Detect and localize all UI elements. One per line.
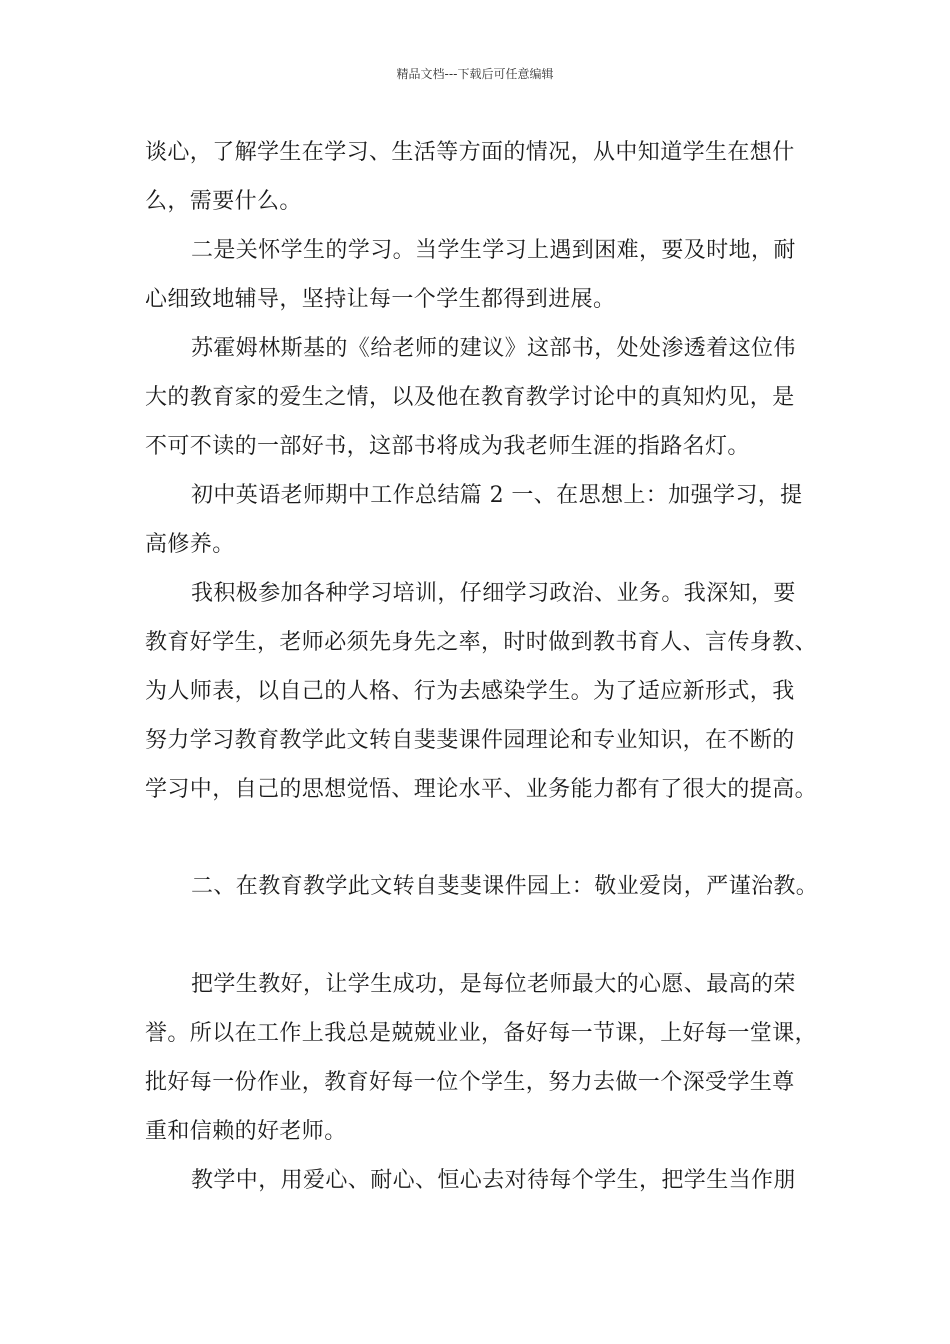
paragraph-start: 初中英语老师期中工作总结篇 2 一、在思想上：加强学习，提 <box>191 483 803 508</box>
page-header: 精品文档---下载后可任意编辑 <box>396 67 554 81</box>
text-line: 不可不读的一部好书，这部书将成为我老师生涯的指路名灯。 <box>145 434 750 459</box>
text-line: 大的教育家的爱生之情，以及他在教育教学讨论中的真知灼见，是 <box>145 385 795 410</box>
text-line: 誉。所以在工作上我总是兢兢业业，备好每一节课，上好每一堂课， <box>145 1021 818 1046</box>
paragraph-start: 把学生教好，让学生成功，是每位老师最大的心愿、最高的荣 <box>191 972 796 997</box>
text-line: 么，需要什么。 <box>145 189 302 214</box>
paragraph-start: 二是关怀学生的学习。当学生学习上遇到困难，要及时地，耐 <box>191 238 796 263</box>
text-line: 努力学习教育教学此文转自斐斐课件园理论和专业知识，在不断的 <box>145 728 795 753</box>
text-line: 为人师表，以自己的人格、行为去感染学生。为了适应新形式，我 <box>145 679 795 704</box>
paragraph-start: 我积极参加各种学习培训，仔细学习政治、业务。我深知，要 <box>191 581 796 606</box>
text-line: 心细致地辅导，坚持让每一个学生都得到进展。 <box>145 287 616 312</box>
text-line: 教育好学生，老师必须先身先之率，时时做到教书育人、言传身教、 <box>145 630 818 655</box>
text-line: 谈心，了解学生在学习、生活等方面的情况，从中知道学生在想什 <box>145 140 795 165</box>
text-line: 重和信赖的好老师。 <box>145 1119 347 1144</box>
text-line: 批好每一份作业，教育好每一位个学生，努力去做一个深受学生尊 <box>145 1070 795 1095</box>
paragraph-start: 教学中，用爱心、耐心、恒心去对待每个学生，把学生当作朋 <box>191 1168 796 1193</box>
text-line: 高修养。 <box>145 532 235 557</box>
text-line: 学习中，自己的思想觉悟、理论水平、业务能力都有了很大的提高。 <box>145 777 818 802</box>
paragraph-start: 苏霍姆林斯基的《给老师的建议》这部书，处处渗透着这位伟 <box>191 336 796 361</box>
section-heading: 二、在教育教学此文转自斐斐课件园上：敬业爱岗，严谨治教。 <box>191 874 819 899</box>
